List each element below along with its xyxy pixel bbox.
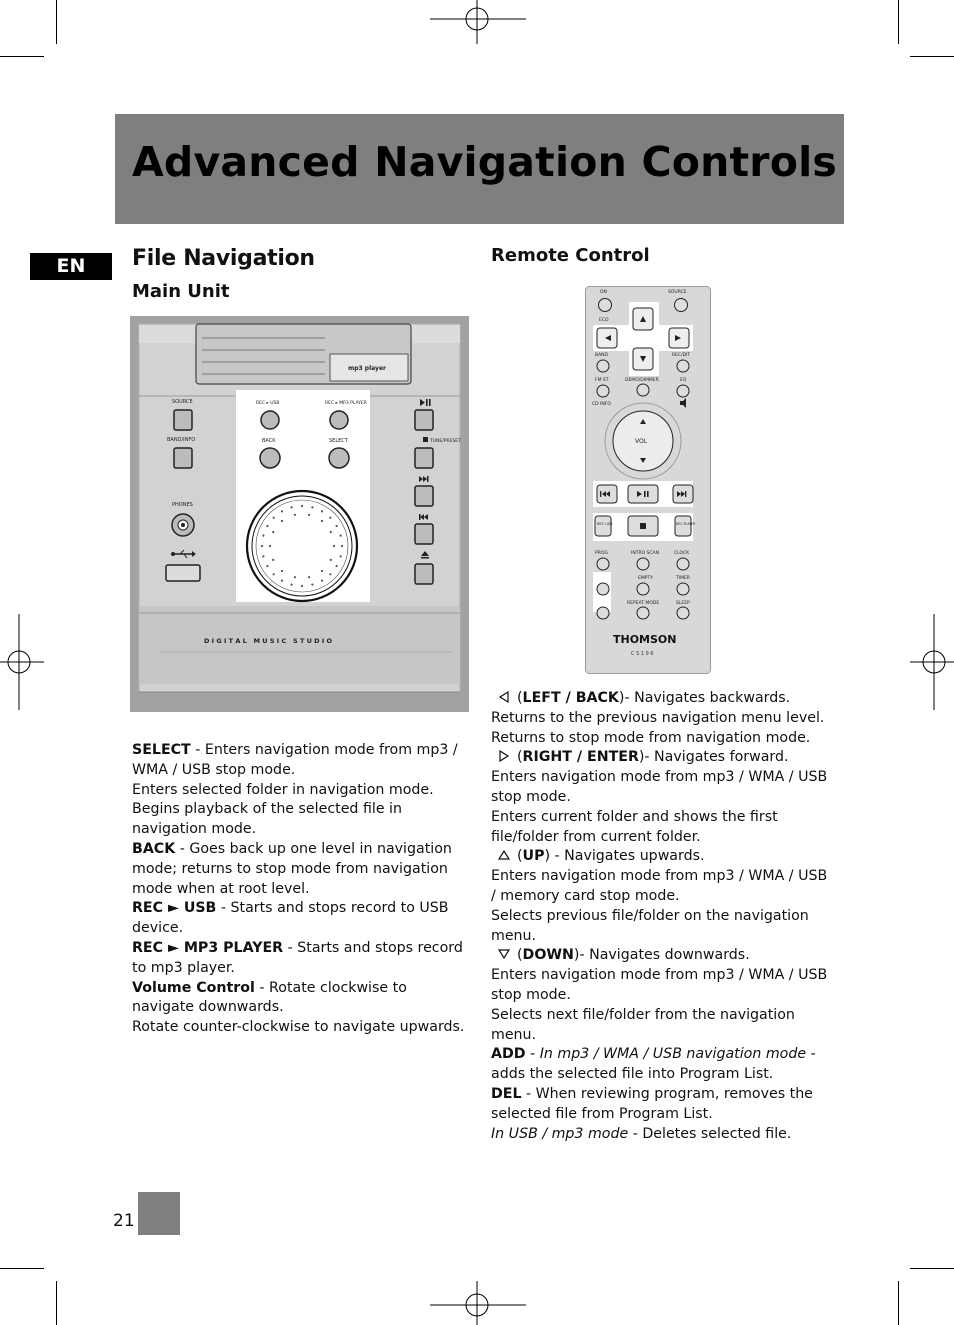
- volume-control-description: Volume Control - Rotate clockwise to navigate downwards.: [132, 979, 407, 1016]
- remote-control-illustration: [585, 286, 712, 675]
- remote-timer-label: TIMER: [676, 576, 690, 581]
- knob-dot: [291, 584, 293, 586]
- registration-mark: [430, 1281, 526, 1325]
- up-description-line: Enters navigation mode from mp3 / WMA / USB / memory card stop mode.: [491, 868, 828, 904]
- page-title: Advanced Navigation Controls: [132, 138, 837, 186]
- remote-eco-label: ECO: [599, 318, 609, 323]
- remote-play-pause-button[interactable]: [628, 485, 658, 503]
- rec-mp3-label: REC ▸ MP3 PLAYER: [325, 401, 367, 406]
- left-back-description: (LEFT / BACK)- Navigates backwards.: [491, 689, 836, 709]
- rec-mp3-button[interactable]: [330, 411, 348, 429]
- remote-empty-button[interactable]: [637, 583, 649, 595]
- knob-dot: [291, 506, 293, 508]
- volume-control-knob[interactable]: [247, 491, 357, 601]
- registration-mark: [910, 614, 954, 710]
- main-unit-descriptions: [132, 741, 472, 1038]
- up-arrow-icon: [497, 849, 511, 861]
- remote-del-button[interactable]: [597, 607, 609, 619]
- main-unit-illustration: [130, 316, 469, 712]
- back-description: BACK - Goes back up one level in navigation mode; returns to stop mode from navigation mode when at root level.: [132, 840, 452, 897]
- remote-eq-label: EQ: [680, 378, 687, 383]
- knob-dot: [336, 525, 338, 527]
- del-mode-description: In USB / mp3 mode - Deletes selected file.: [491, 1125, 792, 1142]
- select-description-line: Enters selected folder in navigation mode.: [132, 781, 434, 798]
- remote-model-label: C S 1 9 6: [631, 651, 654, 657]
- right-arrow-icon: [497, 750, 511, 762]
- knob-dot: [329, 573, 331, 575]
- down-description-line: Selects next file/folder from the navigation menu.: [491, 1006, 795, 1043]
- left-back-description-line: Returns to stop mode from navigation mode.: [491, 729, 811, 746]
- select-label: SELECT: [329, 438, 348, 444]
- registration-mark: [0, 614, 44, 710]
- up-description: (UP) - Navigates upwards.: [491, 847, 836, 867]
- remote-rec-dit-button[interactable]: [677, 360, 689, 372]
- down-arrow-icon: [497, 948, 511, 960]
- rec-mp3-description: REC ► MP3 PLAYER - Starts and stops record to mp3 player.: [132, 939, 463, 976]
- tune-preset-label: TUNE/PRESET: [430, 439, 461, 444]
- stop-button[interactable]: [415, 448, 433, 468]
- back-label: BACK: [262, 438, 276, 444]
- band-info-button[interactable]: [174, 448, 192, 468]
- knob-dot: [294, 576, 296, 578]
- remote-fm-st-button[interactable]: [597, 385, 609, 397]
- remote-rec-player-label: REC PLAYER: [676, 522, 696, 526]
- phones-label: PHONES: [172, 502, 193, 508]
- remote-brand-logo: THOMSON: [613, 633, 677, 646]
- remote-repeat-mode-button[interactable]: [637, 607, 649, 619]
- knob-dot: [311, 584, 313, 586]
- remote-sleep-button[interactable]: [677, 607, 689, 619]
- knob-dot: [311, 506, 313, 508]
- knob-dot: [321, 580, 323, 582]
- crop-mark: [0, 1268, 44, 1269]
- remote-repeat-mode-label: REPEAT MODE: [627, 601, 660, 606]
- knob-dot: [341, 545, 343, 547]
- knob-dot: [272, 531, 274, 533]
- knob-dot: [321, 520, 323, 522]
- crop-mark: [56, 0, 57, 44]
- remote-clock-label: CLOCK: [674, 551, 690, 556]
- remote-band-button[interactable]: [597, 360, 609, 372]
- knob-dot: [266, 525, 268, 527]
- remote-on-button[interactable]: [599, 299, 612, 312]
- eject-button[interactable]: [415, 564, 433, 584]
- page-number: 21: [113, 1211, 135, 1231]
- knob-dot: [281, 570, 283, 572]
- knob-dot: [340, 535, 342, 537]
- digital-music-studio-label: D I G I T A L M U S I C S T U D I O: [204, 637, 333, 645]
- remote-clock-button[interactable]: [677, 558, 689, 570]
- crop-mark: [910, 1268, 954, 1269]
- crop-mark: [0, 56, 44, 57]
- knob-dot: [308, 576, 310, 578]
- section-subtitle-main-unit: Main Unit: [132, 281, 230, 302]
- remote-rec-usb-label: REC USB: [597, 522, 613, 526]
- remote-demo-dimmer-button[interactable]: [637, 384, 649, 396]
- source-button[interactable]: [174, 410, 192, 430]
- remote-on-label: ON: [600, 290, 607, 295]
- band-info-label: BAND/INFO: [167, 437, 196, 443]
- section-title-file-navigation: File Navigation: [132, 246, 315, 271]
- left-arrow-icon: [497, 691, 511, 703]
- knob-dot: [329, 517, 331, 519]
- down-description-line: Enters navigation mode from mp3 / WMA / USB stop mode.: [491, 967, 828, 1003]
- remote-intro-scan-label: INTRO SCAN: [631, 551, 659, 556]
- remote-prog-label: PROG: [595, 551, 608, 556]
- crop-mark: [898, 1281, 899, 1325]
- knob-dot: [321, 510, 323, 512]
- knob-dot: [301, 505, 303, 507]
- registration-mark: [430, 0, 526, 44]
- remote-band-label: BAND: [595, 353, 608, 358]
- stop-icon: [423, 437, 428, 442]
- remote-descriptions: [491, 689, 836, 1144]
- remote-rec-usb-button[interactable]: [595, 516, 611, 536]
- source-label: SOURCE: [172, 399, 193, 405]
- knob-dot: [308, 514, 310, 516]
- crop-mark: [910, 56, 954, 57]
- knob-dot: [261, 545, 263, 547]
- language-tab: EN: [30, 253, 112, 280]
- rec-usb-description: REC ► USB - Starts and stops record to USB device.: [132, 900, 449, 937]
- knob-dot: [294, 514, 296, 516]
- usb-port[interactable]: [166, 565, 200, 581]
- remote-prog-button[interactable]: [597, 558, 609, 570]
- knob-dot: [330, 531, 332, 533]
- remote-source-button[interactable]: [675, 299, 688, 312]
- down-description: (DOWN)- Navigates downwards.: [491, 946, 836, 966]
- select-description: SELECT - Enters navigation mode from mp3 / WMA / USB stop mode.: [132, 742, 458, 778]
- select-description-line: Begins playback of the selected file in navigation mode.: [132, 801, 402, 838]
- right-enter-description-line: Enters navigation mode from mp3 / WMA / USB stop mode.: [491, 769, 828, 805]
- knob-dot: [336, 565, 338, 567]
- remote-demo-dimmer-label: DEMO/DIMMER: [625, 378, 659, 383]
- knob-dot: [281, 520, 283, 522]
- select-button[interactable]: [329, 448, 349, 468]
- add-description: ADD - In mp3 / WMA / USB navigation mode - adds the selected file into Program List.: [491, 1046, 816, 1083]
- remote-add-button[interactable]: [597, 583, 609, 595]
- knob-dot: [333, 545, 335, 547]
- remote-vol-label: VOL: [635, 438, 648, 445]
- knob-dot: [340, 555, 342, 557]
- knob-dot: [330, 559, 332, 561]
- knob-dot: [281, 580, 283, 582]
- del-description: DEL - When reviewing program, removes the selected file from Program List.: [491, 1085, 813, 1122]
- knob-dot: [269, 545, 271, 547]
- play-pause-button[interactable]: [415, 410, 433, 430]
- knob-dot: [266, 565, 268, 567]
- knob-dot: [272, 559, 274, 561]
- left-back-description-line: Returns to the previous navigation menu level.: [491, 709, 825, 726]
- rec-usb-label: REC ▸ USB: [256, 401, 280, 406]
- right-enter-description-line: Enters current folder and shows the first file/folder from current folder.: [491, 808, 778, 845]
- remote-timer-button[interactable]: [677, 583, 689, 595]
- remote-source-label: SOURCE: [668, 290, 687, 295]
- knob-dot: [262, 555, 264, 557]
- knob-dot: [281, 510, 283, 512]
- volume-control-description-line: Rotate counter-clockwise to navigate upwards.: [132, 1019, 465, 1036]
- remote-rec-player-button[interactable]: [675, 516, 691, 536]
- knob-dot: [273, 573, 275, 575]
- up-description-line: Selects previous file/folder on the navigation menu.: [491, 907, 809, 944]
- previous-button[interactable]: [415, 524, 433, 544]
- knob-dot: [262, 535, 264, 537]
- remote-fm-st-label: FM ST: [595, 378, 609, 383]
- remote-empty-label: EMPTY: [638, 576, 653, 581]
- remote-rec-dit-label: REC/DIT: [672, 353, 691, 358]
- knob-dot: [321, 570, 323, 572]
- mp3-player-label: mp3 player: [348, 365, 386, 372]
- title-band: [115, 114, 844, 224]
- knob-dot: [273, 517, 275, 519]
- back-button[interactable]: [260, 448, 280, 468]
- next-button[interactable]: [415, 486, 433, 506]
- remote-intro-scan-button[interactable]: [637, 558, 649, 570]
- rec-usb-button[interactable]: [261, 411, 279, 429]
- crop-mark: [898, 0, 899, 44]
- knob-dot: [301, 585, 303, 587]
- crop-mark: [56, 1281, 57, 1325]
- page-number-block: [138, 1192, 180, 1235]
- section-title-remote-control: Remote Control: [491, 245, 650, 266]
- remote-cd-info-label: CD INFO: [592, 402, 611, 407]
- remote-sleep-label: SLEEP: [676, 601, 690, 606]
- right-enter-description: (RIGHT / ENTER)- Navigates forward.: [491, 748, 836, 768]
- remote-eq-button[interactable]: [677, 385, 689, 397]
